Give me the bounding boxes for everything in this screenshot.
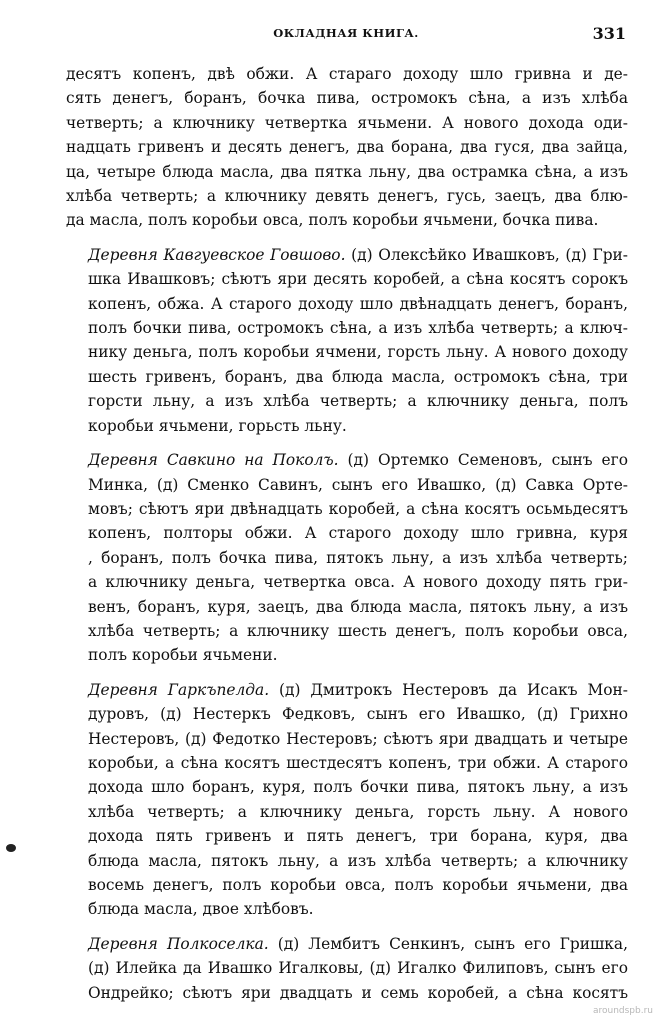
text-line: шка Ивашковъ; сѣютъ яри десять коробей, а сѣна косятъ сорокъ <box>88 270 628 289</box>
running-head <box>66 26 626 46</box>
text-line: хлѣба четверть; а ключнику девять денегъ, гусь, заецъ, два блю- <box>66 187 628 206</box>
text-line: дохода шло боранъ, куря, полъ бочки пива, пятокъ льну, а изъ <box>88 778 628 797</box>
text-run: (д) Ортемко Семеновъ, сынъ его <box>347 451 628 470</box>
village-entry <box>66 448 628 668</box>
entry-first-line <box>66 448 628 472</box>
village-entry <box>66 678 628 922</box>
text-line: блюда масла, двое хлѣбовъ. <box>88 900 314 919</box>
text-line: полъ коробьи ячьмени. <box>88 646 278 665</box>
text-run: (д) Дмитрокъ Нестеровъ да Исакъ Мон- <box>279 680 628 699</box>
text-line: (д) Илейка да Ивашко Игалковы, (д) Игалко Филиповъ, сынъ его <box>88 959 628 978</box>
entry-first-line <box>66 678 628 702</box>
text-line: восемь денегъ, полъ коробьи овса, полъ коробьи ячьмени, два <box>88 876 628 894</box>
text-line: хлѣба четверть; а ключнику шесть денегъ, полъ коробьи овса, <box>88 621 628 640</box>
text-line: полъ бочки пива, остромокъ сѣна, а изъ хлѣба четверть; а ключ- <box>88 319 628 338</box>
text-line: нику деньга, полъ коробьи ячмени, горсть льну. А нового доходу <box>88 343 628 362</box>
running-title: ОКЛАДНАЯ КНИГА. <box>273 26 419 40</box>
text-line: а ключнику деньга, четвертка овса. А нового доходу пять гри- <box>88 573 628 592</box>
text-line: горсти льну, а изъ хлѣба четверть; а ключнику деньга, полъ <box>88 392 628 411</box>
text-line: четверть; а ключнику четвертка ячьмени. А нового дохода оди- <box>66 113 628 132</box>
text-line: десятъ копенъ, двѣ обжи. А стараго доходу шло гривна и де- <box>66 65 628 83</box>
village-name: Деревня Гаркъпелда. <box>88 680 270 699</box>
text-line: Минка, (д) Сменко Савинъ, сынъ его Ивашко, (д) Савка Орте- <box>88 475 628 494</box>
text-line: дуровъ, (д) Нестеркъ Федковъ, сынъ его Ивашко, (д) Грихно <box>88 705 628 724</box>
village-name: Деревня Савкино на Поколъ. <box>88 451 339 470</box>
text-line: Нестеровъ, (д) Федотко Нестеровъ; сѣютъ яри двадцать и четыре <box>88 729 628 748</box>
entry-first-line <box>66 932 628 956</box>
text-run: (д) Олексѣйко Ивашковъ, (д) Гри- <box>351 245 629 264</box>
text-line: копенъ, полторы обжи. А старого доходу шло гривна, куря <box>88 524 628 543</box>
text-line: , боранъ, полъ бочка пива, пятокъ льну, а изъ хлѣба четверть; <box>88 548 628 567</box>
text-run: (д) Лембитъ Сенкинъ, сынъ его Гришка, <box>277 934 628 953</box>
entry-first-line <box>66 243 628 267</box>
village-name: Деревня Кавгуевское Говшово. <box>88 245 346 264</box>
text-line: мовъ; сѣютъ яри двѣнадцать коробей, а сѣна косятъ осьмьдесятъ <box>88 499 628 518</box>
text-line: шесть гривенъ, боранъ, два блюда масла, остромокъ сѣна, три <box>88 367 628 386</box>
text-line: венъ, боранъ, куря, заецъ, два блюда масла, пятокъ льну, а изъ <box>88 597 628 616</box>
text-line: копенъ, обжа. А старого доходу шло двѣнадцать денегъ, боранъ, <box>88 294 628 313</box>
text-line: сять денегъ, боранъ, бочка пива, остромокъ сѣна, а изъ хлѣба <box>66 89 628 108</box>
page-number: 331 <box>592 24 626 43</box>
text-line: Ондрейко; сѣютъ яри двадцать и семь коробей, а сѣна косятъ <box>88 983 628 1002</box>
text-line: хлѣба четверть; а ключнику деньга, горсть льну. А нового <box>88 802 628 821</box>
village-entry <box>66 243 628 438</box>
village-name: Деревня Полкоселка. <box>88 934 269 953</box>
ink-spot <box>6 844 16 852</box>
text-line: надцать гривенъ и десять денегъ, два борана, два гуся, два зайца, <box>66 138 628 157</box>
text-line: блюда масла, пятокъ льну, а изъ хлѣба четверть; а ключнику <box>88 851 628 870</box>
body-text <box>66 62 628 1005</box>
text-line: цa, четыре блюда масла, два пятка льну, два острамка сѣна, а изъ <box>66 162 628 181</box>
text-line: да масла, полъ коробьи овса, полъ коробьи ячьмени, бочка пива. <box>66 211 599 230</box>
text-line: коробьи ячьмени, горьсть льну. <box>88 416 347 435</box>
text-line: коробьи, а сѣна косятъ шестдесятъ копенъ, три обжи. А старого <box>88 753 628 772</box>
watermark: aroundspb.ru <box>592 1006 653 1016</box>
village-entry <box>66 932 628 1005</box>
text-line: дохода пять гривенъ и пять денегъ, три борана, куря, два <box>88 827 628 846</box>
continuation-paragraph <box>66 62 628 233</box>
